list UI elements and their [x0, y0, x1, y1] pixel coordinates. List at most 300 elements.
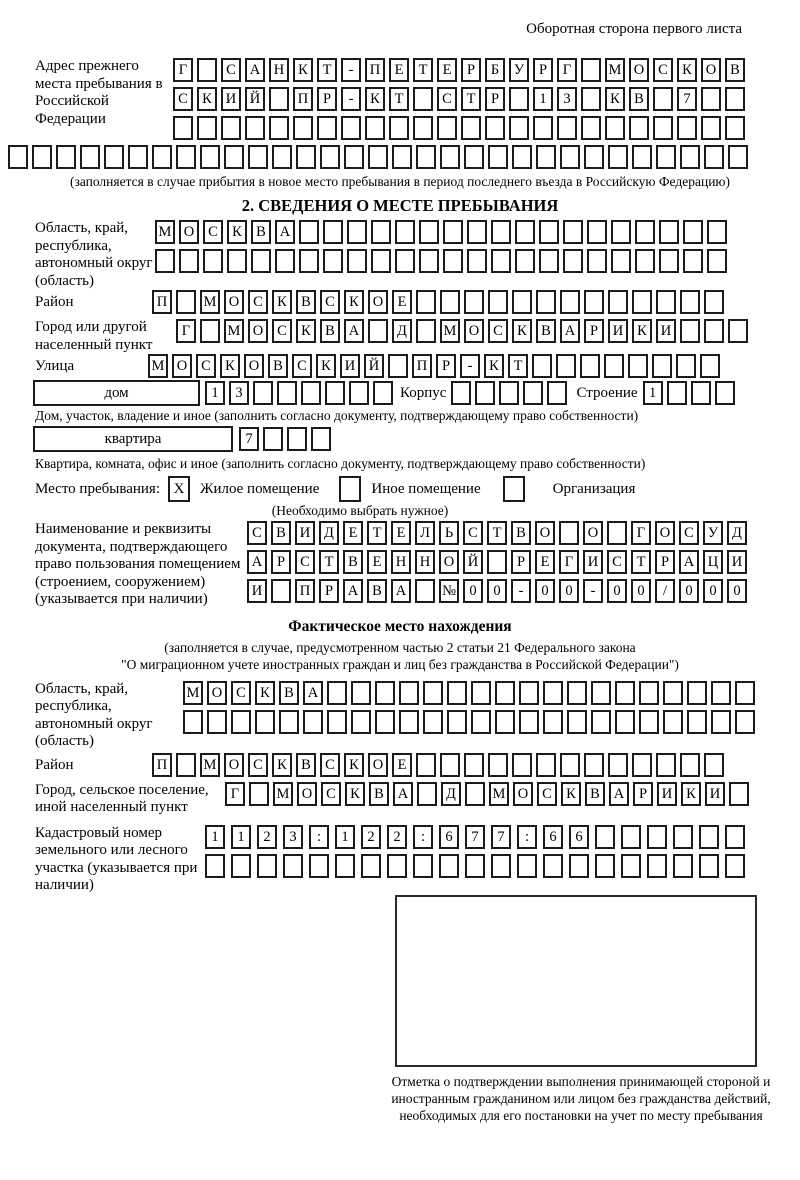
- char-cell[interactable]: [207, 710, 227, 734]
- char-cell[interactable]: Д: [319, 521, 339, 545]
- char-cell[interactable]: [200, 145, 220, 169]
- char-cell[interactable]: К: [484, 354, 504, 378]
- char-cell[interactable]: С: [248, 753, 268, 777]
- char-cell[interactable]: С: [196, 354, 216, 378]
- char-cell[interactable]: Й: [364, 354, 384, 378]
- char-cell[interactable]: [440, 290, 460, 314]
- char-cell[interactable]: С: [679, 521, 699, 545]
- char-cell[interactable]: [711, 681, 731, 705]
- char-cell[interactable]: [443, 249, 463, 273]
- char-cell[interactable]: 0: [727, 579, 747, 603]
- char-cell[interactable]: [659, 249, 679, 273]
- char-cell[interactable]: [605, 116, 625, 140]
- char-cell[interactable]: О: [207, 681, 227, 705]
- char-cell[interactable]: -: [511, 579, 531, 603]
- char-cell[interactable]: [423, 710, 443, 734]
- char-cell[interactable]: [680, 290, 700, 314]
- char-cell[interactable]: [595, 854, 615, 878]
- char-cell[interactable]: [351, 710, 371, 734]
- char-cell[interactable]: [317, 116, 337, 140]
- char-cell[interactable]: [701, 116, 721, 140]
- char-cell[interactable]: [735, 681, 755, 705]
- char-cell[interactable]: [451, 381, 471, 405]
- char-cell[interactable]: Й: [463, 550, 483, 574]
- char-cell[interactable]: И: [340, 354, 360, 378]
- char-cell[interactable]: 7: [677, 87, 697, 111]
- char-cell[interactable]: [647, 854, 667, 878]
- char-cell[interactable]: Т: [508, 354, 528, 378]
- char-cell[interactable]: [311, 427, 331, 451]
- char-cell[interactable]: [559, 521, 579, 545]
- char-cell[interactable]: А: [275, 220, 295, 244]
- char-cell[interactable]: [231, 854, 251, 878]
- char-cell[interactable]: [371, 249, 391, 273]
- char-cell[interactable]: М: [155, 220, 175, 244]
- char-cell[interactable]: [699, 825, 719, 849]
- char-cell[interactable]: [257, 854, 277, 878]
- char-cell[interactable]: 7: [239, 427, 259, 451]
- char-cell[interactable]: [515, 220, 535, 244]
- char-cell[interactable]: [325, 381, 345, 405]
- char-cell[interactable]: [200, 319, 220, 343]
- char-cell[interactable]: С: [320, 290, 340, 314]
- char-cell[interactable]: -: [583, 579, 603, 603]
- char-cell[interactable]: О: [179, 220, 199, 244]
- char-cell[interactable]: М: [200, 290, 220, 314]
- char-cell[interactable]: [296, 145, 316, 169]
- char-cell[interactable]: [663, 681, 683, 705]
- char-cell[interactable]: П: [295, 579, 315, 603]
- char-cell[interactable]: [728, 319, 748, 343]
- char-cell[interactable]: [419, 220, 439, 244]
- char-cell[interactable]: [368, 319, 388, 343]
- char-cell[interactable]: /: [655, 579, 675, 603]
- char-cell[interactable]: М: [273, 782, 293, 806]
- char-cell[interactable]: [423, 681, 443, 705]
- char-cell[interactable]: Т: [389, 87, 409, 111]
- char-cell[interactable]: М: [183, 681, 203, 705]
- char-cell[interactable]: В: [367, 579, 387, 603]
- char-cell[interactable]: [639, 710, 659, 734]
- char-cell[interactable]: В: [279, 681, 299, 705]
- char-cell[interactable]: К: [296, 319, 316, 343]
- char-cell[interactable]: И: [295, 521, 315, 545]
- char-cell[interactable]: [443, 220, 463, 244]
- char-cell[interactable]: [361, 854, 381, 878]
- char-cell[interactable]: [299, 249, 319, 273]
- char-cell[interactable]: [584, 753, 604, 777]
- char-cell[interactable]: [563, 220, 583, 244]
- char-cell[interactable]: И: [247, 579, 267, 603]
- char-cell[interactable]: П: [152, 290, 172, 314]
- char-cell[interactable]: К: [365, 87, 385, 111]
- char-cell[interactable]: [512, 753, 532, 777]
- char-cell[interactable]: Е: [392, 290, 412, 314]
- char-cell[interactable]: К: [605, 87, 625, 111]
- char-cell[interactable]: [680, 753, 700, 777]
- char-cell[interactable]: 3: [283, 825, 303, 849]
- char-cell[interactable]: В: [511, 521, 531, 545]
- char-cell[interactable]: [615, 681, 635, 705]
- char-cell[interactable]: [413, 854, 433, 878]
- char-cell[interactable]: Н: [269, 58, 289, 82]
- char-cell[interactable]: Г: [173, 58, 193, 82]
- char-cell[interactable]: [491, 249, 511, 273]
- char-cell[interactable]: [327, 681, 347, 705]
- char-cell[interactable]: [653, 87, 673, 111]
- char-cell[interactable]: И: [727, 550, 747, 574]
- char-cell[interactable]: [471, 681, 491, 705]
- char-cell[interactable]: Р: [271, 550, 291, 574]
- char-cell[interactable]: [179, 249, 199, 273]
- char-cell[interactable]: Р: [511, 550, 531, 574]
- char-cell[interactable]: М: [440, 319, 460, 343]
- char-cell[interactable]: [417, 782, 437, 806]
- char-cell[interactable]: [465, 782, 485, 806]
- char-cell[interactable]: Г: [559, 550, 579, 574]
- char-cell[interactable]: И: [705, 782, 725, 806]
- char-cell[interactable]: П: [293, 87, 313, 111]
- char-cell[interactable]: [512, 145, 532, 169]
- char-cell[interactable]: О: [244, 354, 264, 378]
- char-cell[interactable]: [635, 249, 655, 273]
- char-cell[interactable]: 6: [543, 825, 563, 849]
- char-cell[interactable]: [419, 249, 439, 273]
- char-cell[interactable]: [673, 854, 693, 878]
- char-cell[interactable]: А: [609, 782, 629, 806]
- char-cell[interactable]: [56, 145, 76, 169]
- char-cell[interactable]: [255, 710, 275, 734]
- char-cell[interactable]: [416, 290, 436, 314]
- char-cell[interactable]: [512, 290, 532, 314]
- char-cell[interactable]: [323, 220, 343, 244]
- char-cell[interactable]: [591, 710, 611, 734]
- char-cell[interactable]: К: [316, 354, 336, 378]
- char-cell[interactable]: [263, 427, 283, 451]
- char-cell[interactable]: [395, 220, 415, 244]
- char-cell[interactable]: [395, 249, 415, 273]
- char-cell[interactable]: Р: [461, 58, 481, 82]
- char-cell[interactable]: У: [703, 521, 723, 545]
- char-cell[interactable]: [683, 249, 703, 273]
- char-cell[interactable]: П: [365, 58, 385, 82]
- char-cell[interactable]: О: [701, 58, 721, 82]
- char-cell[interactable]: [277, 381, 297, 405]
- char-cell[interactable]: 1: [231, 825, 251, 849]
- char-cell[interactable]: [543, 681, 563, 705]
- char-cell[interactable]: -: [341, 87, 361, 111]
- char-cell[interactable]: О: [172, 354, 192, 378]
- char-cell[interactable]: Р: [485, 87, 505, 111]
- char-cell[interactable]: Д: [727, 521, 747, 545]
- char-cell[interactable]: [707, 249, 727, 273]
- char-cell[interactable]: [439, 854, 459, 878]
- char-cell[interactable]: [287, 427, 307, 451]
- char-cell[interactable]: К: [220, 354, 240, 378]
- char-cell[interactable]: [440, 145, 460, 169]
- char-cell[interactable]: [536, 290, 556, 314]
- char-cell[interactable]: С: [437, 87, 457, 111]
- char-cell[interactable]: [488, 290, 508, 314]
- char-cell[interactable]: [299, 220, 319, 244]
- char-cell[interactable]: В: [320, 319, 340, 343]
- char-cell[interactable]: [560, 290, 580, 314]
- char-cell[interactable]: Д: [392, 319, 412, 343]
- char-cell[interactable]: [707, 220, 727, 244]
- char-cell[interactable]: [464, 290, 484, 314]
- char-cell[interactable]: И: [583, 550, 603, 574]
- char-cell[interactable]: К: [344, 290, 364, 314]
- char-cell[interactable]: Т: [487, 521, 507, 545]
- char-cell[interactable]: О: [464, 319, 484, 343]
- char-cell[interactable]: О: [248, 319, 268, 343]
- char-cell[interactable]: [301, 381, 321, 405]
- char-cell[interactable]: [176, 145, 196, 169]
- char-cell[interactable]: [704, 319, 724, 343]
- char-cell[interactable]: М: [605, 58, 625, 82]
- char-cell[interactable]: [581, 116, 601, 140]
- char-cell[interactable]: С: [653, 58, 673, 82]
- char-cell[interactable]: О: [629, 58, 649, 82]
- char-cell[interactable]: О: [224, 753, 244, 777]
- char-cell[interactable]: М: [489, 782, 509, 806]
- char-cell[interactable]: [197, 116, 217, 140]
- char-cell[interactable]: [533, 116, 553, 140]
- char-cell[interactable]: Т: [367, 521, 387, 545]
- char-cell[interactable]: А: [247, 550, 267, 574]
- char-cell[interactable]: П: [412, 354, 432, 378]
- char-cell[interactable]: [349, 381, 369, 405]
- char-cell[interactable]: [580, 354, 600, 378]
- char-cell[interactable]: А: [391, 579, 411, 603]
- char-cell[interactable]: [632, 290, 652, 314]
- char-cell[interactable]: О: [535, 521, 555, 545]
- char-cell[interactable]: [515, 249, 535, 273]
- char-cell[interactable]: [608, 145, 628, 169]
- char-cell[interactable]: [447, 710, 467, 734]
- char-cell[interactable]: [488, 753, 508, 777]
- char-cell[interactable]: О: [655, 521, 675, 545]
- char-cell[interactable]: [725, 854, 745, 878]
- char-cell[interactable]: С: [173, 87, 193, 111]
- char-cell[interactable]: [104, 145, 124, 169]
- char-cell[interactable]: [253, 381, 273, 405]
- char-cell[interactable]: [621, 854, 641, 878]
- char-cell[interactable]: С: [247, 521, 267, 545]
- char-cell[interactable]: [371, 220, 391, 244]
- char-cell[interactable]: [155, 249, 175, 273]
- char-cell[interactable]: К: [681, 782, 701, 806]
- char-cell[interactable]: 2: [361, 825, 381, 849]
- char-cell[interactable]: Н: [415, 550, 435, 574]
- char-cell[interactable]: А: [303, 681, 323, 705]
- char-cell[interactable]: [373, 381, 393, 405]
- char-cell[interactable]: [224, 145, 244, 169]
- char-cell[interactable]: [607, 521, 627, 545]
- char-cell[interactable]: 3: [557, 87, 577, 111]
- char-cell[interactable]: Р: [317, 87, 337, 111]
- char-cell[interactable]: К: [272, 753, 292, 777]
- char-cell[interactable]: [487, 550, 507, 574]
- char-cell[interactable]: [464, 753, 484, 777]
- char-cell[interactable]: [176, 753, 196, 777]
- char-cell[interactable]: [392, 145, 412, 169]
- char-cell[interactable]: [461, 116, 481, 140]
- char-cell[interactable]: [269, 116, 289, 140]
- char-cell[interactable]: [557, 116, 577, 140]
- char-cell[interactable]: С: [537, 782, 557, 806]
- char-cell[interactable]: [447, 681, 467, 705]
- char-cell[interactable]: В: [268, 354, 288, 378]
- char-cell[interactable]: К: [632, 319, 652, 343]
- char-cell[interactable]: Д: [441, 782, 461, 806]
- char-cell[interactable]: :: [517, 825, 537, 849]
- char-cell[interactable]: [700, 354, 720, 378]
- char-cell[interactable]: Р: [533, 58, 553, 82]
- char-cell[interactable]: [639, 681, 659, 705]
- char-cell[interactable]: С: [607, 550, 627, 574]
- char-cell[interactable]: [389, 116, 409, 140]
- char-cell[interactable]: В: [725, 58, 745, 82]
- char-cell[interactable]: Е: [389, 58, 409, 82]
- char-cell[interactable]: [475, 381, 495, 405]
- char-cell[interactable]: [320, 145, 340, 169]
- char-cell[interactable]: [532, 354, 552, 378]
- char-cell[interactable]: [523, 381, 543, 405]
- char-cell[interactable]: 0: [631, 579, 651, 603]
- char-cell[interactable]: С: [463, 521, 483, 545]
- char-cell[interactable]: [653, 116, 673, 140]
- char-cell[interactable]: [365, 116, 385, 140]
- char-cell[interactable]: А: [560, 319, 580, 343]
- char-cell[interactable]: [416, 145, 436, 169]
- char-cell[interactable]: [567, 681, 587, 705]
- char-cell[interactable]: Ц: [703, 550, 723, 574]
- char-cell[interactable]: О: [368, 753, 388, 777]
- char-cell[interactable]: [569, 854, 589, 878]
- char-cell[interactable]: [587, 249, 607, 273]
- char-cell[interactable]: №: [439, 579, 459, 603]
- char-cell[interactable]: [699, 854, 719, 878]
- char-cell[interactable]: Т: [631, 550, 651, 574]
- char-cell[interactable]: А: [393, 782, 413, 806]
- char-cell[interactable]: 0: [703, 579, 723, 603]
- char-cell[interactable]: Т: [319, 550, 339, 574]
- char-cell[interactable]: А: [245, 58, 265, 82]
- char-cell[interactable]: В: [585, 782, 605, 806]
- char-cell[interactable]: 1: [335, 825, 355, 849]
- char-cell[interactable]: [491, 220, 511, 244]
- char-cell[interactable]: Р: [633, 782, 653, 806]
- char-cell[interactable]: [293, 116, 313, 140]
- char-cell[interactable]: С: [203, 220, 223, 244]
- char-cell[interactable]: О: [297, 782, 317, 806]
- char-cell[interactable]: [556, 354, 576, 378]
- char-cell[interactable]: [464, 145, 484, 169]
- char-cell[interactable]: Н: [391, 550, 411, 574]
- char-cell[interactable]: [519, 710, 539, 734]
- char-cell[interactable]: [283, 854, 303, 878]
- char-cell[interactable]: [595, 825, 615, 849]
- char-cell[interactable]: [465, 854, 485, 878]
- char-cell[interactable]: [467, 220, 487, 244]
- char-cell[interactable]: К: [345, 782, 365, 806]
- char-cell[interactable]: [735, 710, 755, 734]
- char-cell[interactable]: 1: [205, 381, 225, 405]
- char-cell[interactable]: [221, 116, 241, 140]
- char-cell[interactable]: [128, 145, 148, 169]
- char-cell[interactable]: [341, 116, 361, 140]
- char-cell[interactable]: К: [197, 87, 217, 111]
- char-cell[interactable]: [375, 710, 395, 734]
- char-cell[interactable]: [728, 145, 748, 169]
- char-cell[interactable]: [604, 354, 624, 378]
- char-cell[interactable]: [667, 381, 687, 405]
- char-cell[interactable]: [351, 681, 371, 705]
- char-cell[interactable]: Р: [319, 579, 339, 603]
- char-cell[interactable]: [440, 753, 460, 777]
- char-cell[interactable]: [495, 710, 515, 734]
- char-cell[interactable]: К: [227, 220, 247, 244]
- char-cell[interactable]: [621, 825, 641, 849]
- char-cell[interactable]: [415, 579, 435, 603]
- char-cell[interactable]: Г: [225, 782, 245, 806]
- char-cell[interactable]: [547, 381, 567, 405]
- char-cell[interactable]: [680, 319, 700, 343]
- char-cell[interactable]: [509, 116, 529, 140]
- char-cell[interactable]: И: [608, 319, 628, 343]
- char-cell[interactable]: [368, 145, 388, 169]
- char-cell[interactable]: В: [369, 782, 389, 806]
- char-cell[interactable]: [227, 249, 247, 273]
- char-cell[interactable]: И: [221, 87, 241, 111]
- char-cell[interactable]: 0: [487, 579, 507, 603]
- char-cell[interactable]: [687, 681, 707, 705]
- mesto-checkbox-inoe[interactable]: [339, 476, 361, 502]
- char-cell[interactable]: Е: [392, 753, 412, 777]
- char-cell[interactable]: 0: [679, 579, 699, 603]
- char-cell[interactable]: [173, 116, 193, 140]
- char-cell[interactable]: [704, 145, 724, 169]
- char-cell[interactable]: 2: [257, 825, 277, 849]
- char-cell[interactable]: С: [488, 319, 508, 343]
- char-cell[interactable]: 1: [533, 87, 553, 111]
- char-cell[interactable]: [584, 290, 604, 314]
- char-cell[interactable]: [543, 710, 563, 734]
- char-cell[interactable]: М: [200, 753, 220, 777]
- char-cell[interactable]: [205, 854, 225, 878]
- char-cell[interactable]: [249, 782, 269, 806]
- char-cell[interactable]: :: [413, 825, 433, 849]
- char-cell[interactable]: С: [231, 681, 251, 705]
- char-cell[interactable]: [388, 354, 408, 378]
- char-cell[interactable]: [152, 145, 172, 169]
- char-cell[interactable]: Т: [317, 58, 337, 82]
- char-cell[interactable]: [519, 681, 539, 705]
- char-cell[interactable]: С: [321, 782, 341, 806]
- char-cell[interactable]: [680, 145, 700, 169]
- char-cell[interactable]: [399, 710, 419, 734]
- char-cell[interactable]: Л: [415, 521, 435, 545]
- char-cell[interactable]: [704, 753, 724, 777]
- char-cell[interactable]: -: [460, 354, 480, 378]
- char-cell[interactable]: 6: [569, 825, 589, 849]
- char-cell[interactable]: [591, 681, 611, 705]
- char-cell[interactable]: К: [255, 681, 275, 705]
- char-cell[interactable]: К: [272, 290, 292, 314]
- char-cell[interactable]: [608, 753, 628, 777]
- char-cell[interactable]: [375, 681, 395, 705]
